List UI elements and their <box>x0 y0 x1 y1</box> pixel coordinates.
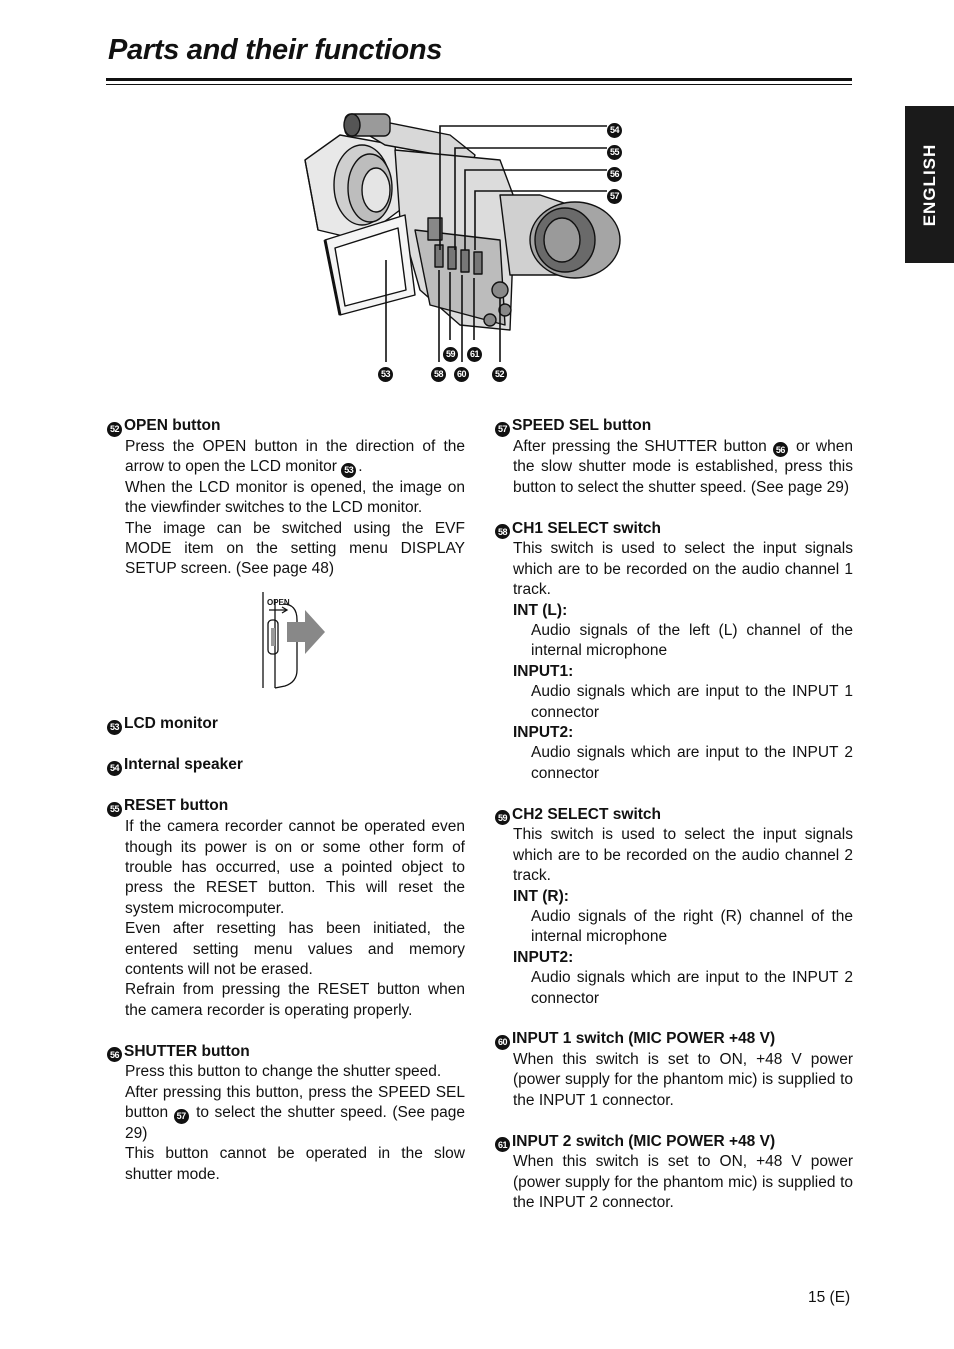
option-text: Audio signals which are input to the INPUT 1 connector <box>531 683 853 721</box>
open-button-diagram <box>107 590 465 694</box>
section-title: 52 OPEN button <box>107 416 465 437</box>
option-label: INPUT2: <box>513 723 574 741</box>
section-title: 53 LCD monitor <box>107 714 465 735</box>
section-title: 61 INPUT 2 switch (MIC POWER +48 V) <box>495 1132 853 1153</box>
open-label: OPEN <box>267 597 290 607</box>
option-text: Audio signals of the right (R) channel of the internal microphone <box>531 907 853 946</box>
item-number-icon: 59 <box>495 810 510 825</box>
callout-52: 52 <box>492 362 509 382</box>
callout-59: 59 <box>443 342 460 362</box>
item-number-icon: 55 <box>107 802 122 817</box>
ref-number-icon: 53 <box>341 463 356 478</box>
option-label: INPUT2: <box>513 948 574 966</box>
ref-number-icon: 57 <box>174 1109 189 1124</box>
section-title: 56 SHUTTER button <box>107 1042 465 1063</box>
section-input2-switch <box>495 1132 853 1214</box>
callout-58: 58 <box>431 362 448 382</box>
item-number-icon: 61 <box>495 1137 510 1152</box>
option-label: INPUT1: <box>513 662 574 680</box>
item-number-icon: 53 <box>107 720 122 735</box>
section-internal-speaker <box>107 755 465 776</box>
page-title: Parts and their functions <box>108 34 443 66</box>
camera-drawing <box>300 100 630 385</box>
section-body: This switch is used to select the input signals which are to be recorded on the audio channel 2 track. <box>513 826 853 885</box>
section-lcd-monitor <box>107 714 465 735</box>
section-body: Press this button to change the shutter speed. After pressing this button, press the SPEED SEL button 57 to select the shutter speed. (See page 29) This button cannot be operated in the slow shutter mode. <box>125 1063 466 1183</box>
option-text: Audio signals which are input to the INPUT 2 connector <box>531 744 853 782</box>
option-label: INT (L): <box>513 601 568 619</box>
section-title: 58 CH1 SELECT switch <box>495 519 853 540</box>
callout-60: 60 <box>454 362 471 382</box>
section-body: Press the OPEN button in the direction of the arrow to open the LCD monitor 53 . When the LCD monitor is opened, the image on the viewfinder switches to the LCD monitor. The image can be switched using the EVF MODE item on the setting menu DISPLAY SETUP screen. (See page 48) <box>125 437 465 578</box>
section-body: When this switch is set to ON, +48 V power (power supply for the phantom mic) is supplied to the INPUT 1 connector. <box>513 1051 853 1109</box>
camera-illustration <box>300 100 630 385</box>
callout-55: 55 <box>607 140 624 160</box>
section-reset-button <box>107 796 465 1021</box>
callout-61: 61 <box>467 342 484 362</box>
section-body: This switch is used to select the input signals which are to be recorded on the audio channel 1 track. <box>513 540 853 599</box>
section-title: 55 RESET button <box>107 796 465 817</box>
title-rule-thick <box>106 78 852 81</box>
section-ch2-select-switch <box>495 805 853 1009</box>
item-number-icon: 56 <box>107 1047 122 1062</box>
section-input1-switch <box>495 1029 853 1111</box>
item-number-icon: 52 <box>107 422 122 437</box>
callout-57: 57 <box>607 184 624 204</box>
item-number-icon: 60 <box>495 1035 510 1050</box>
title-rule-thin <box>106 84 852 85</box>
language-tab <box>905 106 954 263</box>
section-speed-sel-button <box>495 416 853 498</box>
section-open-button <box>107 416 465 694</box>
section-body: After pressing the SHUTTER button 56 or when the slow shutter mode is established, press this button to select the shutter speed. (See page 29) <box>513 437 853 496</box>
section-body: If the camera recorder cannot be operated even though its power is on or some other form of trouble has occurred, use a pointed object to press the RESET button. This will reset the system microcomputer. Even after resetting has been initiated, the entered setting menu values and memory contents will not be erased. Refrain from pressing the RESET button when the camera recorder is operating properly. <box>125 818 465 1019</box>
ref-number-icon: 56 <box>773 442 788 457</box>
section-shutter-button <box>107 1042 465 1185</box>
option-text: Audio signals which are input to the INPUT 2 connector <box>531 969 853 1007</box>
section-title: 59 CH2 SELECT switch <box>495 805 853 826</box>
section-ch1-select-switch <box>495 519 853 785</box>
right-column <box>495 416 853 1234</box>
left-column <box>107 416 465 1205</box>
section-title: 54 Internal speaker <box>107 755 465 776</box>
section-body: When this switch is set to ON, +48 V power (power supply for the phantom mic) is supplied to the INPUT 2 connector. <box>513 1153 853 1212</box>
item-number-icon: 57 <box>495 422 510 437</box>
option-label: INT (R): <box>513 887 569 905</box>
page-number: 15 (E) <box>808 1289 851 1306</box>
option-text: Audio signals of the left (L) channel of the internal microphone <box>531 621 853 660</box>
section-title: 60 INPUT 1 switch (MIC POWER +48 V) <box>495 1029 853 1050</box>
item-number-icon: 54 <box>107 761 122 776</box>
language-tab-label: ENGLISH <box>919 143 939 226</box>
callout-53: 53 <box>378 362 395 382</box>
section-title: 57 SPEED SEL button <box>495 416 853 437</box>
open-button-drawing <box>107 590 465 694</box>
callout-56: 56 <box>607 162 624 182</box>
item-number-icon: 58 <box>495 524 510 539</box>
callout-54: 54 <box>607 118 624 138</box>
